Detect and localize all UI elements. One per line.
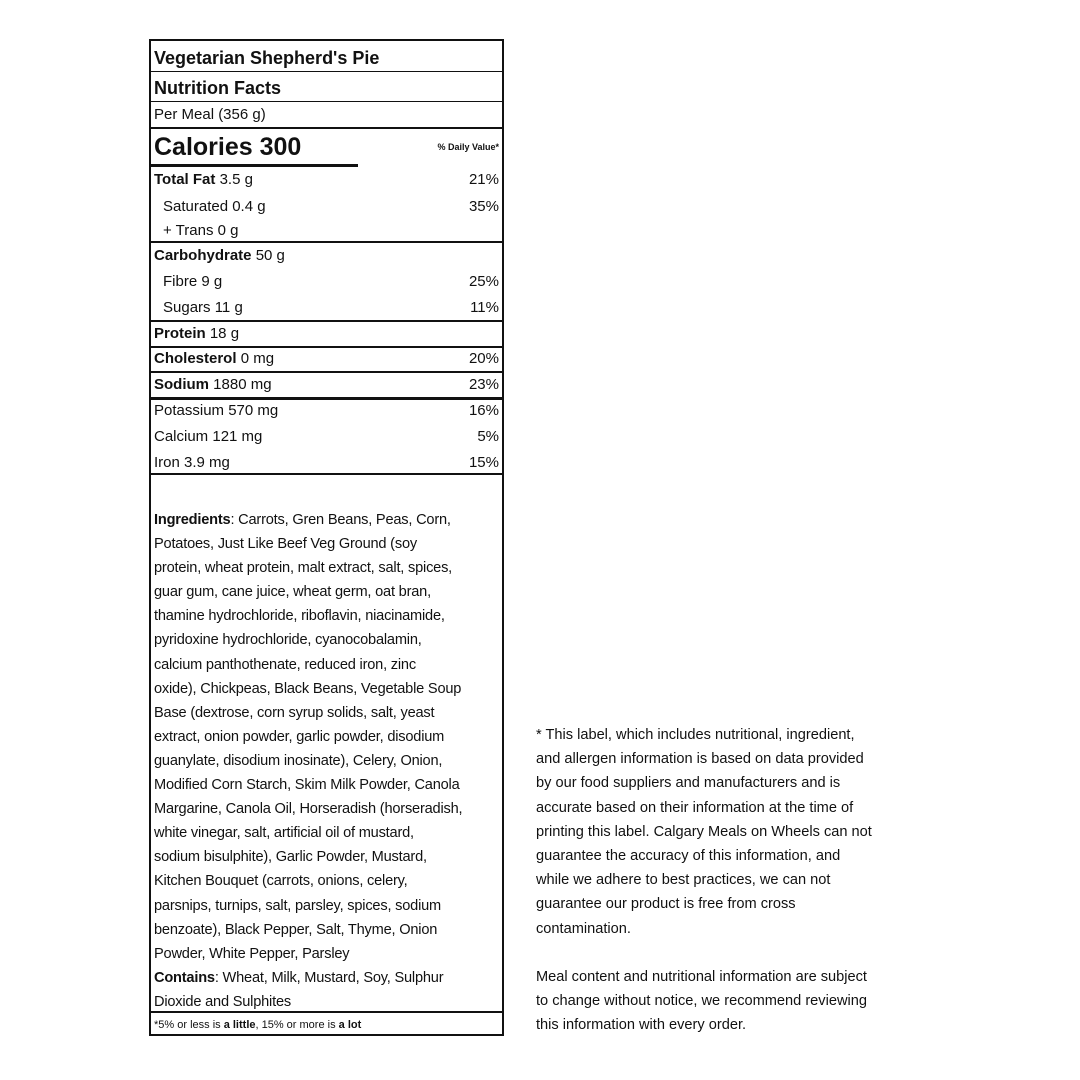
disclaimer-text: [536, 723, 936, 1038]
footnote-emphasis: a lot: [338, 1019, 362, 1031]
ingredients-line: protein, wheat protein, malt extract, salt, spices,: [154, 560, 453, 577]
ingredients-line: Powder, White Pepper, Parsley: [154, 945, 350, 962]
nutrient-amount: 0 g: [217, 222, 239, 239]
calories-row: [154, 132, 499, 162]
nutrient-name: Protein: [154, 325, 210, 342]
disclaimer-line: accurate based on their information at the time of: [536, 799, 854, 816]
nutrient-row-carbohydrate: [154, 246, 499, 266]
ingredients-line: oxide), Chickpeas, Black Beans, Vegetable Soup: [154, 680, 462, 697]
nutrient-row-iron: [154, 453, 499, 473]
nutrient-amount: 50 g: [255, 247, 285, 264]
ingredients-block: [154, 508, 504, 1014]
divider: [151, 101, 502, 102]
contains-line: Dioxide and Sulphites: [154, 993, 291, 1010]
nutrient-name: Potassium: [154, 402, 229, 419]
ingredients-line: thamine hydrochloride, riboflavin, niacinamide,: [154, 608, 445, 625]
nutrient-row-sugars: [154, 298, 499, 318]
nutrient-amount: 0.4 g: [232, 198, 266, 215]
nutrient-dv: 5%: [477, 428, 499, 445]
nutrient-amount: 3.5 g: [219, 171, 253, 188]
ingredients-line: pyridoxine hydrochloride, cyanocobalamin,: [154, 632, 422, 649]
nutrient-dv: 20%: [468, 350, 499, 367]
footnote-emphasis: a little: [223, 1019, 256, 1031]
nutrient-dv: 23%: [468, 376, 499, 393]
ingredients-line: Potatoes, Just Like Beef Veg Ground (soy: [154, 536, 417, 553]
nutrient-dv: 15%: [468, 454, 499, 471]
ingredients-line: guanylate, disodium inosinate), Celery, Onion,: [154, 752, 443, 769]
nutrient-row-total-fat: [154, 170, 499, 190]
ingredients-line: parsnips, turnips, salt, parsley, spices, sodium: [154, 897, 441, 914]
ingredients-line: Modified Corn Starch, Skim Milk Powder, Canola: [154, 777, 460, 794]
nutrient-row-saturated: [154, 197, 499, 217]
disclaimer-line: this information with every order.: [536, 1017, 747, 1034]
disclaimer-line: contamination.: [536, 920, 631, 937]
ingredients-line: [154, 508, 504, 532]
ingredients-line: white vinegar, salt, artificial oil of mustard,: [154, 825, 414, 842]
calories-underline: [151, 164, 358, 167]
disclaimer-line: * This label, which includes nutritional, ingredient,: [536, 727, 855, 743]
ingredients-line: extract, onion powder, garlic powder, disodium: [154, 728, 445, 745]
ingredients-line: sodium bisulphite), Garlic Powder, Mustard,: [154, 849, 427, 866]
disclaimer-line: by our food suppliers and manufacturers and is: [536, 775, 841, 792]
ingredients-label: Ingredients: [154, 512, 231, 528]
nutrient-dv: 21%: [468, 171, 499, 188]
nutrient-amount: 3.9 mg: [184, 454, 230, 471]
nutrient-name: Total Fat: [154, 171, 220, 188]
nutrient-amount: 18 g: [209, 325, 240, 342]
ingredients-text: : Carrots, Gren Beans, Peas, Corn,: [230, 512, 451, 528]
daily-value-footnote: [154, 1016, 361, 1034]
nutrient-name: Carbohydrate: [154, 247, 256, 264]
disclaimer-line: guarantee our product is free from cross: [536, 896, 796, 913]
divider: [151, 241, 502, 243]
disclaimer-line: while we adhere to best practices, we can not: [536, 872, 831, 889]
divider: [151, 127, 502, 129]
nutrient-row-trans: [154, 221, 499, 241]
divider: [151, 1011, 502, 1013]
nutrient-row-fibre: [154, 272, 499, 292]
nutrient-row-potassium: [154, 401, 499, 421]
nutrition-facts-heading: Nutrition Facts: [154, 78, 282, 98]
footnote-text: *5% or less is: [154, 1019, 224, 1031]
disclaimer-line: to change without notice, we recommend reviewing: [536, 993, 867, 1010]
nutrient-amount: 121 mg: [212, 428, 263, 445]
ingredients-line: Base (dextrose, corn syrup solids, salt, yeast: [154, 704, 435, 721]
calories-text: Calories 300: [154, 133, 302, 161]
nutrient-amount: 0 mg: [240, 350, 275, 367]
nutrition-label: [149, 39, 504, 1036]
contains-label: Contains: [154, 969, 215, 986]
disclaimer-line: printing this label. Calgary Meals on Wheels can not: [536, 823, 872, 840]
nutrient-amount: 570 mg: [228, 402, 279, 419]
disclaimer-line: [536, 941, 936, 965]
nutrient-dv: 16%: [468, 402, 499, 419]
nutrient-name: Iron: [154, 454, 185, 471]
nutrient-name: Cholesterol: [154, 350, 241, 367]
divider: [151, 320, 502, 322]
nutrient-row-cholesterol: [154, 349, 499, 369]
nutrient-row-calcium: [154, 427, 499, 447]
disclaimer-line: and allergen information is based on data provided: [536, 751, 864, 768]
divider: [151, 71, 502, 72]
ingredients-line: guar gum, cane juice, wheat germ, oat bran,: [154, 584, 431, 601]
nutrient-dv: 35%: [468, 198, 499, 215]
disclaimer-line: Meal content and nutritional information are subject: [536, 969, 867, 986]
divider: [151, 397, 502, 400]
contains-line: [154, 966, 504, 990]
ingredients-line: benzoate), Black Pepper, Salt, Thyme, Onion: [154, 921, 438, 938]
footnote-text: , 15% or more is: [255, 1019, 339, 1031]
ingredients-line: Kitchen Bouquet (carrots, onions, celery,: [154, 873, 408, 890]
serving-size: Per Meal (356 g): [154, 106, 266, 123]
nutrient-dv: 25%: [468, 273, 499, 290]
divider: [151, 371, 502, 373]
nutrient-amount: 11 g: [214, 299, 243, 316]
divider: [151, 473, 502, 475]
nutrient-row-sodium: [154, 375, 499, 395]
nutrient-name: Sodium: [154, 376, 214, 393]
nutrient-name: Sugars: [163, 299, 215, 316]
contains-text: : Wheat, Milk, Mustard, Soy, Sulphur: [214, 969, 444, 986]
ingredients-line: calcium panthothenate, reduced iron, zinc: [154, 656, 416, 673]
ingredients-line: Margarine, Canola Oil, Horseradish (horseradish,: [154, 801, 463, 818]
divider: [151, 346, 502, 348]
nutrient-name: + Trans: [163, 222, 218, 239]
nutrient-row-protein: [154, 324, 499, 344]
nutrient-amount: 9 g: [201, 273, 223, 290]
nutrient-name: Saturated: [163, 198, 233, 215]
nutrient-name: Calcium: [154, 428, 213, 445]
product-name: Vegetarian Shepherd's Pie: [154, 48, 380, 68]
disclaimer-line: guarantee the accuracy of this information, and: [536, 848, 841, 865]
daily-value-header: % Daily Value*: [437, 142, 499, 152]
nutrient-amount: 1880 mg: [213, 376, 272, 393]
nutrient-name: Fibre: [163, 273, 202, 290]
nutrient-dv: 11%: [470, 299, 499, 316]
